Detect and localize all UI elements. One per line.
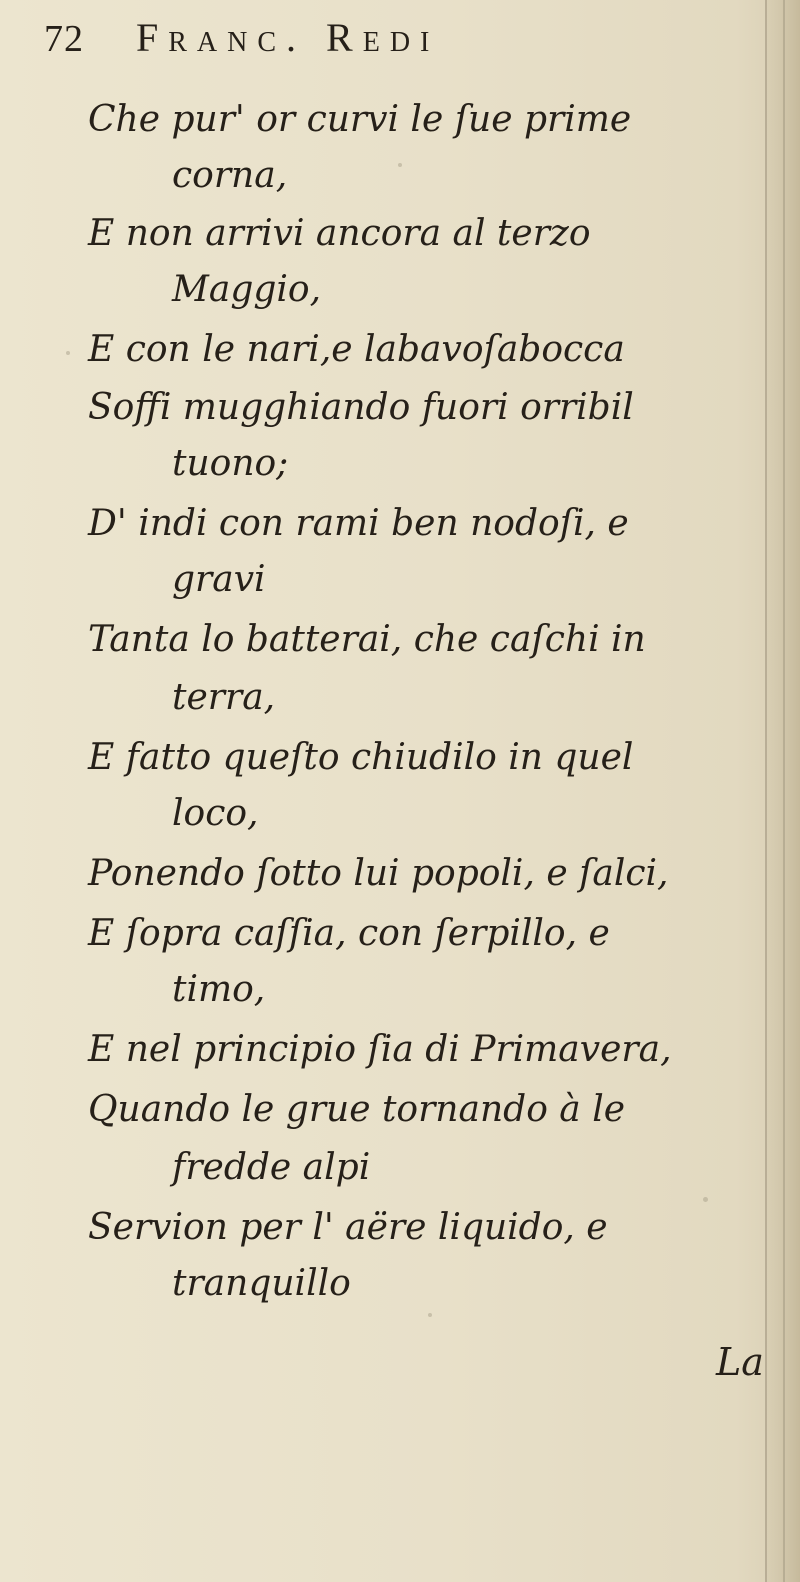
verse-line: Servion per l' aëre liquido, e	[88, 1207, 608, 1248]
page-number: 72	[44, 18, 84, 60]
verse-line: E fatto queſto chiudilo in quel	[88, 737, 634, 778]
verse-line-continuation: corna,	[172, 155, 288, 196]
verse-line: E non arrivi ancora al terzo	[88, 213, 591, 254]
catchword: La	[716, 1340, 764, 1384]
verse-line: Che pur' or curvi le ſue prime	[88, 99, 632, 140]
verse-line-continuation: timo,	[172, 969, 266, 1010]
verse-line-continuation: fredde alpi	[172, 1147, 371, 1188]
verse-line: Tanta lo batterai, che caſchi in	[88, 619, 646, 660]
verse-line-continuation: tuono;	[172, 443, 289, 484]
verse-line-continuation: gravi	[172, 559, 266, 600]
verse-line: D' indi con rami ben nodoſi, e	[88, 503, 629, 544]
verse-line: Ponendo ſotto lui popoli, e ſalci,	[88, 853, 669, 894]
page-header	[44, 14, 439, 74]
verse-line-continuation: tranquillo	[172, 1263, 351, 1304]
paper-speck	[428, 1313, 432, 1317]
verse-line: E ſopra caſſia, con ſerpillo, e	[88, 913, 610, 954]
verse-line: E con le nari,e labavoſabocca	[88, 329, 625, 370]
running-head: Franc. Redi	[136, 15, 440, 60]
verse-line-continuation: loco,	[172, 793, 259, 834]
paper-speck	[703, 1197, 708, 1202]
verse-line: Soffi mugghiando fuori orribil	[88, 387, 634, 428]
paper-speck	[398, 163, 402, 167]
verse-line-continuation: terra,	[172, 677, 276, 718]
verse-line: E nel principio ſia di Primavera,	[88, 1029, 672, 1070]
verse-line-continuation: Maggio,	[172, 269, 322, 310]
verse-line: Quando le grue tornando à le	[88, 1089, 626, 1130]
paper-speck	[66, 351, 70, 355]
